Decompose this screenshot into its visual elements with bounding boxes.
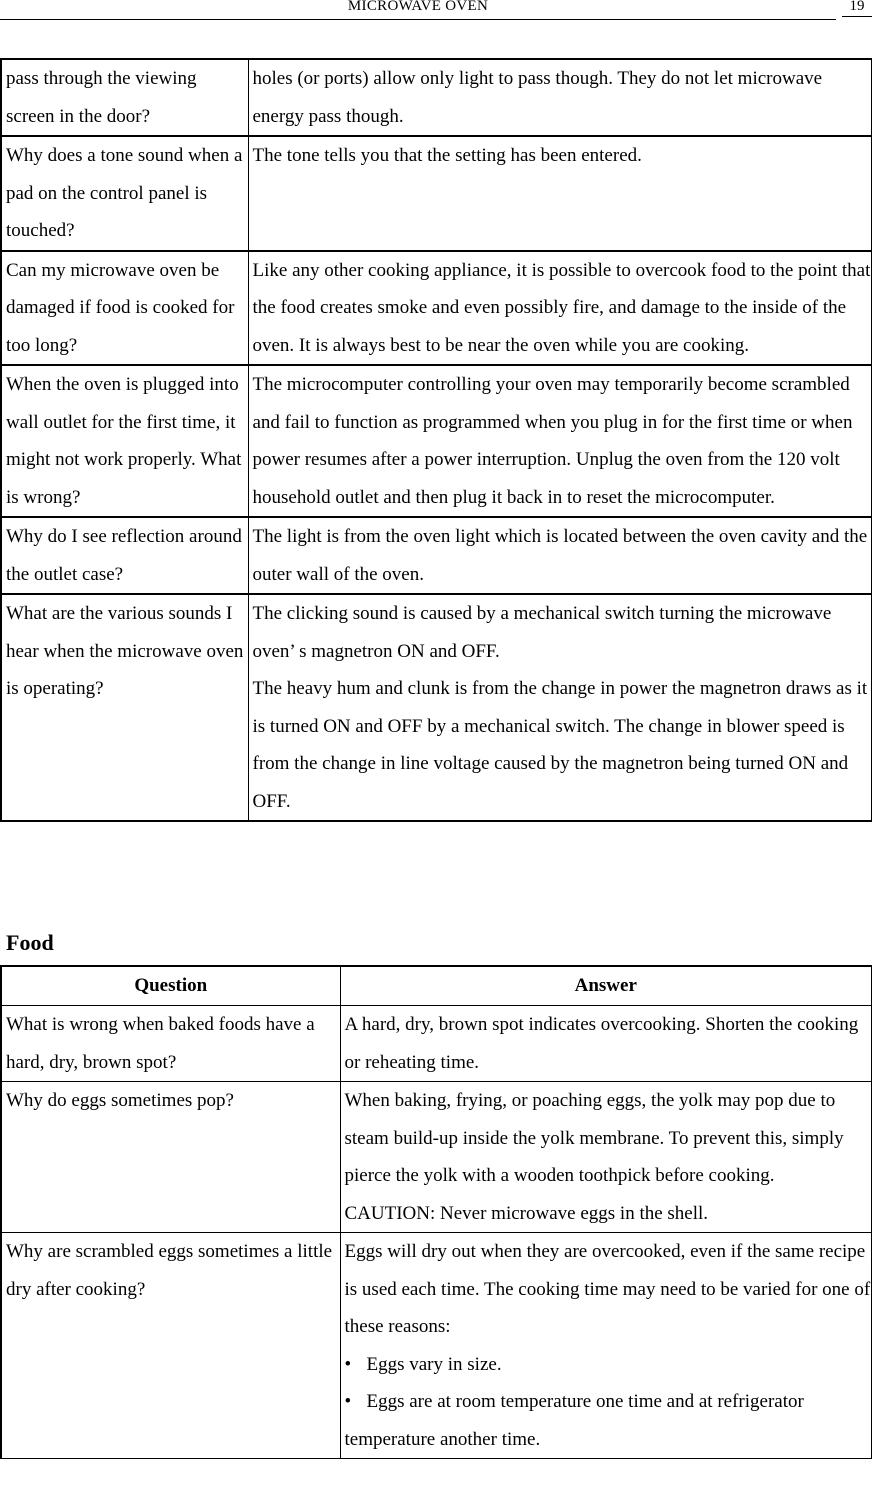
oven-faq-question: Why do I see reflection around the outlet case?	[1, 517, 248, 594]
food-table-header-row	[1, 966, 872, 1006]
page-number: 19	[842, 0, 872, 17]
oven-faq-answer	[248, 517, 872, 594]
column-header-question: Question	[1, 966, 340, 1006]
page-header	[0, 0, 872, 22]
food-faq-answer	[340, 1006, 872, 1082]
answer-paragraph: holes (or ports) allow only light to pass though. They do not let microwave energy pass though.	[252, 68, 823, 127]
oven-faq-answer	[248, 251, 872, 366]
oven-faq-question: When the oven is plugged into wall outlet for the first time, it might not work properly. What is wrong?	[1, 365, 248, 517]
oven-faq-row	[1, 517, 872, 594]
oven-faq-answer	[248, 594, 872, 821]
answer-paragraph: Like any other cooking appliance, it is possible to overcook food to the point that the food creates smoke and even possibly fire, and damage to the inside of the oven. It is always best to be near the oven while you are cooking.	[252, 259, 871, 356]
answer-paragraph: When baking, frying, or poaching eggs, the yolk may pop due to steam build-up inside the yolk membrane. To prevent this, simply pierce the yolk with a wooden toothpick before cooking.	[344, 1090, 844, 1186]
oven-faq-answer	[248, 59, 872, 136]
answer-paragraph: The microcomputer controlling your oven may temporarily become scrambled and fail to function as programmed when you plug in for the first time or when power resumes after a power interruption. Unplug the oven from the 120 volt household outlet and then plug it back in to reset the microcomputer.	[252, 374, 853, 508]
answer-paragraph: The light is from the oven light which is located between the oven cavity and the outer wall of the oven.	[252, 526, 868, 585]
food-section-title: Food	[6, 930, 54, 955]
food-faq-row	[1, 1233, 872, 1459]
oven-faq-table	[0, 58, 872, 822]
bullet-dot-icon: •	[344, 1353, 352, 1375]
oven-faq-question: pass through the viewing screen in the door?	[1, 59, 248, 136]
food-faq-row	[1, 1082, 872, 1233]
oven-faq-question: What are the various sounds I hear when the microwave oven is operating?	[1, 594, 248, 821]
oven-faq-question: Why does a tone sound when a pad on the control panel is touched?	[1, 136, 248, 251]
oven-faq-row	[1, 251, 872, 366]
oven-faq-row	[1, 59, 872, 136]
header-rule	[0, 19, 836, 20]
food-faq-question: Why are scrambled eggs sometimes a little dry after cooking?	[1, 1233, 340, 1459]
bullet-dot-icon: •	[344, 1391, 352, 1412]
oven-faq-answer	[248, 365, 872, 517]
answer-paragraph: The tone tells you that the setting has been entered.	[252, 145, 642, 166]
column-header-answer: Answer	[340, 966, 872, 1006]
oven-faq-question: Can my microwave oven be damaged if food is cooked for too long?	[1, 251, 248, 366]
answer-paragraph: Eggs will dry out when they are overcooked, even if the same recipe is used each time. The cooking time may need to be varied for one of these reasons:	[344, 1241, 871, 1337]
food-faq-answer	[340, 1233, 872, 1459]
food-faq-question: Why do eggs sometimes pop?	[1, 1082, 340, 1233]
header-title: MICROWAVE OVEN	[347, 0, 489, 14]
answer-paragraph: A hard, dry, brown spot indicates overcooking. Shorten the cooking or reheating time.	[344, 1014, 859, 1073]
food-faq-table	[0, 965, 872, 1459]
oven-faq-row	[1, 365, 872, 517]
answer-paragraph: The clicking sound is caused by a mechanical switch turning the microwave oven’ s magnetron ON and OFF.	[252, 603, 832, 662]
food-faq-question: What is wrong when baked foods have a hard, dry, brown spot?	[1, 1006, 340, 1082]
oven-faq-answer	[248, 136, 872, 251]
food-faq-row	[1, 1006, 872, 1082]
answer-paragraph: The heavy hum and clunk is from the change in power the magnetron draws as it is turned ON and OFF by a mechanical switch. The change in blower speed is from the change in line voltage caused by the magnetron being turned ON and OFF.	[252, 678, 868, 812]
bullet-text: Eggs vary in size.	[366, 1353, 502, 1375]
food-faq-answer	[340, 1082, 872, 1233]
answer-paragraph: CAUTION: Never microwave eggs in the shell.	[344, 1202, 709, 1224]
oven-faq-row	[1, 136, 872, 251]
answer-bullet	[345, 1383, 872, 1458]
answer-bullet	[345, 1346, 872, 1384]
oven-faq-row	[1, 594, 872, 821]
bullet-text: Eggs are at room temperature one time and at refrigerator temperature another time.	[344, 1391, 804, 1450]
